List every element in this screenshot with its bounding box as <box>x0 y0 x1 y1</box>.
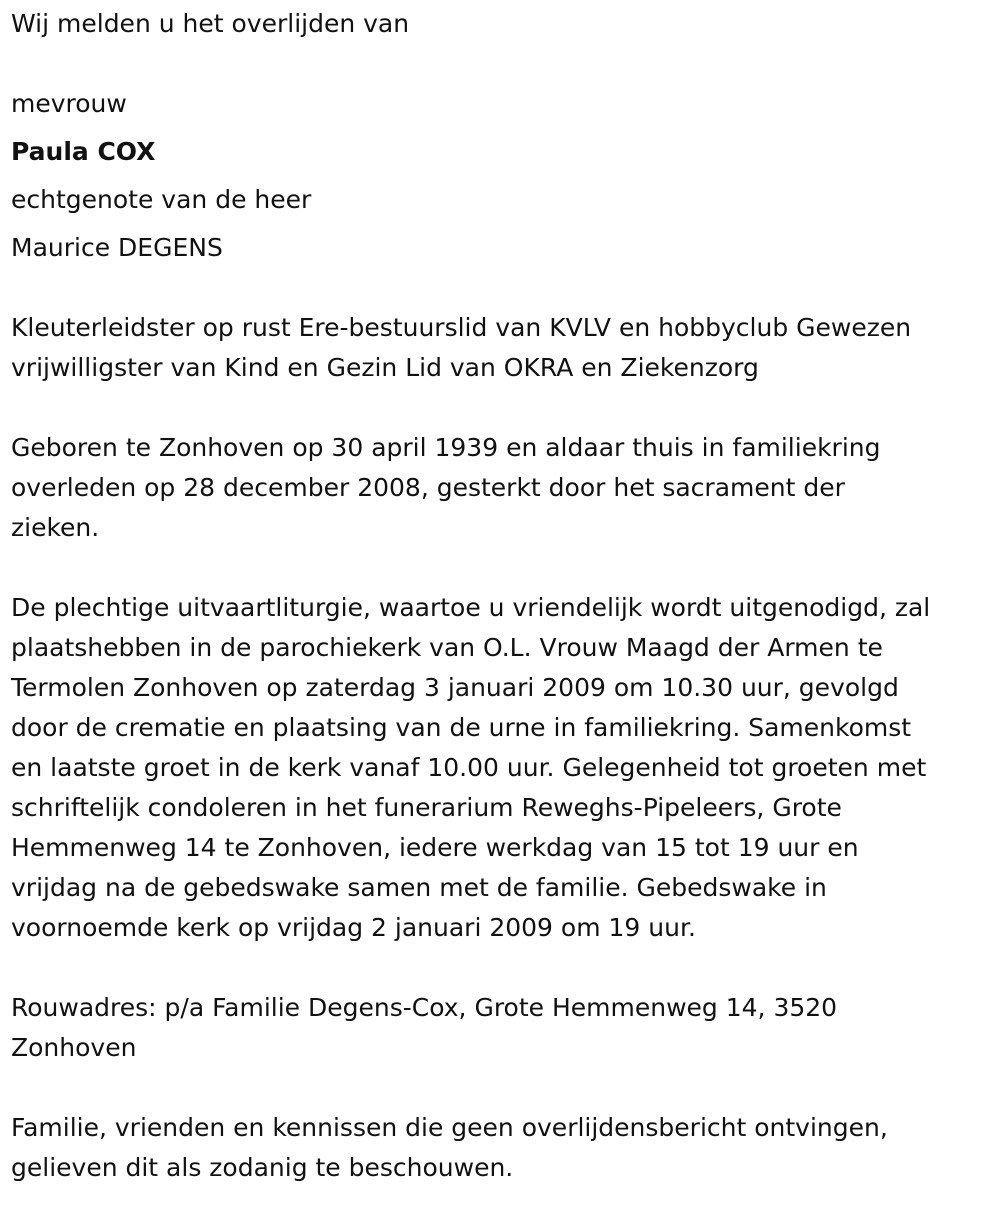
closing-paragraph <box>11 1108 1000 1188</box>
roles-line: Kleuterleidster op rust Ere-bestuurslid van KVLV en hobbyclub Gewezen <box>11 313 912 342</box>
birth-death-line: zieken. <box>11 513 100 542</box>
funeral-line: door de crematie en plaatsing van de urne in familiekring. Samenkomst <box>11 713 912 742</box>
intro-line: Wij melden u het overlijden van <box>11 9 410 38</box>
spacer <box>11 220 1000 228</box>
spacer <box>11 1068 1000 1108</box>
funeral-line: voornoemde kerk op vrijdag 2 januari 2009 om 19 uur. <box>11 913 696 942</box>
roles-line: vrijwilligster van Kind en Gezin Lid van OKRA en Ziekenzorg <box>11 353 759 382</box>
spacer <box>11 948 1000 988</box>
spacer <box>11 172 1000 180</box>
relation-line: echtgenote van de heer <box>11 185 312 214</box>
funeral-line: schriftelijk condoleren in het funerarium Reweghs-Pipeleers, Grote <box>11 793 842 822</box>
salutation: mevrouw <box>11 89 127 118</box>
funeral-line: en laatste groet in de kerk vanaf 10.00 uur. Gelegenheid tot groeten met <box>11 753 927 782</box>
spacer <box>11 548 1000 588</box>
address-line: Rouwadres: p/a Familie Degens-Cox, Grote Hemmenweg 14, 3520 <box>11 993 838 1022</box>
spouse-name: Maurice DEGENS <box>11 233 223 262</box>
address-paragraph <box>11 988 1000 1068</box>
closing-line: Familie, vrienden en kennissen die geen overlijdensbericht ontvingen, <box>11 1113 888 1142</box>
roles-paragraph <box>11 308 1000 388</box>
birth-death-line: overleden op 28 december 2008, gesterkt door het sacrament der <box>11 473 845 502</box>
funeral-line: Hemmenweg 14 te Zonhoven, iedere werkdag van 15 tot 19 uur en <box>11 833 859 862</box>
funeral-line: De plechtige uitvaartliturgie, waartoe u vriendelijk wordt uitgenodigd, zal <box>11 593 931 622</box>
closing-line: gelieven dit als zodanig te beschouwen. <box>11 1153 514 1182</box>
spacer <box>11 268 1000 308</box>
funeral-line: Termolen Zonhoven op zaterdag 3 januari 2009 om 10.30 uur, gevolgd <box>11 673 899 702</box>
spacer <box>11 44 1000 84</box>
birth-death-paragraph <box>11 428 1000 548</box>
deceased-name: Paula COX <box>11 137 156 166</box>
funeral-line: plaatshebben in de parochiekerk van O.L. Vrouw Maagd der Armen te <box>11 633 883 662</box>
funeral-line: vrijdag na de gebedswake samen met de familie. Gebedswake in <box>11 873 827 902</box>
spacer <box>11 388 1000 428</box>
birth-death-line: Geboren te Zonhoven op 30 april 1939 en aldaar thuis in familiekring <box>11 433 881 462</box>
address-line: Zonhoven <box>11 1033 137 1062</box>
funeral-paragraph <box>11 588 1000 948</box>
spacer <box>11 124 1000 132</box>
